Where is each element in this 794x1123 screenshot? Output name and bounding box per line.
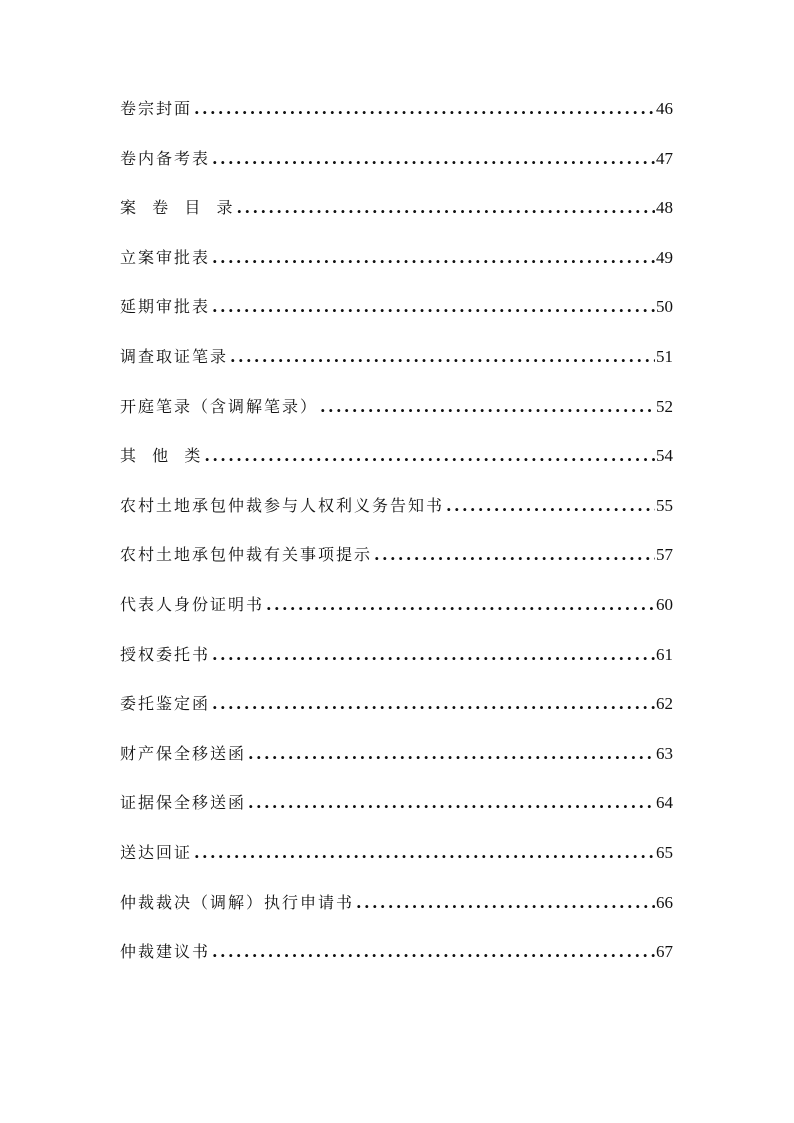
toc-entry[interactable] bbox=[120, 96, 673, 146]
toc-entry-title: 卷内备考表 bbox=[120, 148, 211, 168]
toc-entry-page: 67 bbox=[656, 942, 673, 962]
toc-entry-page: 49 bbox=[656, 247, 673, 267]
toc-entry[interactable] bbox=[120, 691, 673, 741]
toc-dot-leader bbox=[192, 96, 655, 122]
toc-dot-leader bbox=[210, 146, 655, 172]
toc-entry[interactable] bbox=[120, 642, 673, 692]
toc-entry-title: 延期审批表 bbox=[120, 297, 211, 317]
toc-entry-title: 调查取证笔录 bbox=[120, 346, 229, 366]
toc-entry-page: 52 bbox=[656, 396, 673, 416]
toc-entry-title: 开庭笔录（含调解笔录） bbox=[120, 396, 319, 416]
toc-dot-leader bbox=[246, 741, 655, 767]
toc-entry-page: 55 bbox=[656, 495, 673, 515]
toc-dot-leader bbox=[210, 642, 655, 668]
toc-dot-leader bbox=[246, 790, 655, 816]
toc-entry[interactable] bbox=[120, 741, 673, 791]
toc-entry-title: 农村土地承包仲裁参与人权利义务告知书 bbox=[120, 495, 445, 515]
toc-entry[interactable] bbox=[120, 245, 673, 295]
toc-dot-leader bbox=[210, 939, 655, 965]
table-of-contents bbox=[120, 96, 673, 989]
toc-entry[interactable] bbox=[120, 592, 673, 642]
toc-entry-page: 60 bbox=[656, 594, 673, 614]
toc-entry[interactable] bbox=[120, 890, 673, 940]
toc-entry[interactable] bbox=[120, 542, 673, 592]
toc-entry-title: 卷宗封面 bbox=[120, 99, 193, 118]
toc-dot-leader bbox=[210, 294, 655, 320]
toc-entry-page: 66 bbox=[656, 892, 673, 912]
toc-entry-page: 62 bbox=[656, 694, 673, 714]
toc-dot-leader bbox=[202, 443, 655, 469]
toc-entry-title: 案 卷 目 录 bbox=[120, 198, 235, 218]
toc-entry-title: 仲裁裁决（调解）执行申请书 bbox=[120, 892, 355, 912]
toc-entry-page: 65 bbox=[656, 842, 673, 862]
toc-entry-page: 46 bbox=[656, 99, 673, 118]
toc-entry[interactable] bbox=[120, 294, 673, 344]
toc-dot-leader bbox=[444, 493, 655, 519]
toc-dot-leader bbox=[372, 542, 655, 568]
toc-entry-title: 代表人身份证明书 bbox=[120, 594, 265, 614]
toc-entry-title: 其 他 类 bbox=[120, 446, 203, 466]
toc-entry[interactable] bbox=[120, 840, 673, 890]
toc-entry-page: 50 bbox=[656, 297, 673, 317]
toc-dot-leader bbox=[228, 344, 655, 370]
toc-entry[interactable] bbox=[120, 493, 673, 543]
toc-entry-page: 51 bbox=[656, 346, 673, 366]
toc-entry[interactable] bbox=[120, 146, 673, 196]
toc-entry[interactable] bbox=[120, 443, 673, 493]
toc-dot-leader bbox=[192, 840, 655, 866]
toc-entry-page: 64 bbox=[656, 793, 673, 813]
toc-entry-page: 48 bbox=[656, 198, 673, 218]
toc-entry-title: 证据保全移送函 bbox=[120, 793, 247, 813]
toc-entry[interactable] bbox=[120, 344, 673, 394]
toc-entry-title: 仲裁建议书 bbox=[120, 942, 211, 962]
toc-entry-title: 农村土地承包仲裁有关事项提示 bbox=[120, 545, 373, 565]
toc-entry-page: 47 bbox=[656, 148, 673, 168]
toc-dot-leader bbox=[235, 195, 655, 221]
toc-entry[interactable] bbox=[120, 195, 673, 245]
toc-entry-title: 委托鉴定函 bbox=[120, 694, 211, 714]
toc-entry-title: 财产保全移送函 bbox=[120, 743, 247, 763]
toc-entry-title: 送达回证 bbox=[120, 842, 193, 862]
toc-entry[interactable] bbox=[120, 394, 673, 444]
toc-entry-page: 54 bbox=[656, 446, 673, 466]
toc-entry-page: 61 bbox=[656, 644, 673, 664]
toc-entry-page: 63 bbox=[656, 743, 673, 763]
toc-dot-leader bbox=[354, 890, 655, 916]
toc-entry-page: 57 bbox=[656, 545, 673, 565]
toc-entry-title: 立案审批表 bbox=[120, 247, 211, 267]
toc-dot-leader bbox=[210, 691, 655, 717]
toc-dot-leader bbox=[264, 592, 655, 618]
toc-dot-leader bbox=[210, 245, 655, 271]
toc-entry-title: 授权委托书 bbox=[120, 644, 211, 664]
toc-entry[interactable] bbox=[120, 790, 673, 840]
toc-entry[interactable] bbox=[120, 939, 673, 989]
toc-dot-leader bbox=[318, 394, 655, 420]
